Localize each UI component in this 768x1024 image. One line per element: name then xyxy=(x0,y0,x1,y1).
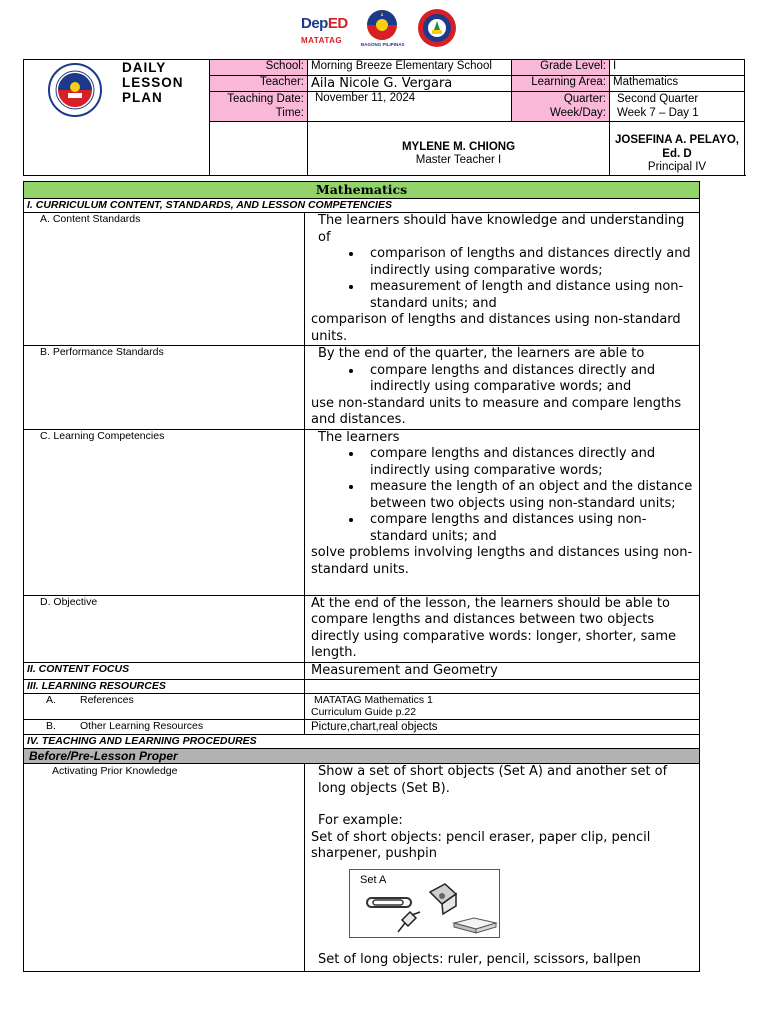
deped-logo-text: DepED xyxy=(301,15,348,32)
principal-signature xyxy=(610,122,745,176)
content-standards-intro: The learners should have knowledge and understanding of xyxy=(318,213,685,245)
blank-cell xyxy=(210,122,308,176)
competencies-label: C. Learning Competencies xyxy=(24,429,305,595)
bagong-pilipinas-caption: BAGONG PILIPINAS xyxy=(361,42,405,47)
performance-standards-intro: By the end of the quarter, the learners are able to xyxy=(318,346,645,361)
api-text: Show a set of short objects (Set A) and another set of long objects (Set B). xyxy=(318,764,668,796)
list-item: • comparison of lengths and distances directly and indirectly using comparative words; xyxy=(363,246,695,279)
weekday-value: Week 7 – Day 1 xyxy=(617,107,699,119)
section-learning-resources: III. LEARNING RESOURCES xyxy=(24,680,305,694)
competencies-intro: The learners xyxy=(318,429,400,445)
content-focus-value: Measurement and Geometry xyxy=(305,662,700,680)
lesson-plan-table xyxy=(23,181,700,972)
performance-standards-last: use non-standard units to measure and compare lengths and distances. xyxy=(311,395,682,427)
bagong-pilipinas-logo xyxy=(361,8,405,50)
checker-signature xyxy=(308,122,610,176)
other-resources-letter: B. xyxy=(46,720,56,732)
teacher-label: Teacher: xyxy=(210,76,308,92)
set-a-caption: Set A xyxy=(360,873,387,886)
principal-name: JOSEFINA A. PELAYO, Ed. D xyxy=(615,134,739,160)
references-text: References xyxy=(80,694,134,706)
school-label: School: xyxy=(210,60,308,76)
matatag-logo-text: MATATAG xyxy=(301,36,343,45)
other-resources-text: Other Learning Resources xyxy=(80,720,204,732)
time-label: Time: xyxy=(275,107,304,119)
references-letter: A. xyxy=(46,694,56,706)
content-standards-list xyxy=(311,246,695,312)
competencies-list xyxy=(311,446,695,545)
blank-cell xyxy=(305,680,700,694)
deped-matatag-logo xyxy=(297,8,351,50)
other-resources-value: Picture,chart,real objects xyxy=(305,720,700,735)
area-value: Mathematics xyxy=(610,76,745,92)
reference-line-2: Curriculum Guide p.22 xyxy=(311,706,417,718)
area-label: Learning Area: xyxy=(512,76,610,92)
school-value: Morning Breeze Elementary School xyxy=(308,60,512,76)
dlp-title: DAILY LESSON PLAN xyxy=(122,60,184,105)
deped-seal-cell xyxy=(24,60,210,176)
quarter-week-labels xyxy=(512,92,610,122)
list-item: • compare lengths and distances directly and indirectly using comparative words; and xyxy=(363,363,695,396)
list-item: • compare lengths and distances directly and indirectly using comparative words; xyxy=(363,446,695,479)
objective-label: D. Objective xyxy=(24,595,305,662)
references-label xyxy=(24,694,305,720)
performance-standards-label: B. Performance Standards xyxy=(24,346,305,430)
long-set-text: Set of long objects: ruler, pencil, scissors, ballpen xyxy=(318,951,641,967)
performance-standards-cell xyxy=(305,346,700,430)
competencies-cell xyxy=(305,429,700,595)
list-item: • compare lengths and distances using non-standard units; and xyxy=(363,512,695,545)
deped-seal-icon xyxy=(48,63,102,117)
checker-name: MYLENE M. CHIONG xyxy=(401,140,516,153)
list-item: • measure the length of an object and the distance between two objects using non-standard units; xyxy=(363,479,695,512)
example-label: For example: xyxy=(318,813,403,828)
activating-prior-knowledge-cell xyxy=(305,764,700,972)
quarter-value: Second Quarter xyxy=(617,93,699,105)
activating-prior-knowledge-label: Activating Prior Knowledge xyxy=(24,764,305,972)
grade-label: Grade Level: xyxy=(512,60,610,76)
section-procedures: IV. TEACHING AND LEARNING PROCEDURES xyxy=(24,735,700,749)
quarter-label: Quarter: xyxy=(563,93,606,105)
division-seal-icon xyxy=(417,8,457,50)
list-item: • measurement of length and distance using non-standard units; and xyxy=(363,279,695,312)
quarter-week-values xyxy=(610,92,745,122)
content-standards-cell xyxy=(305,213,700,346)
objective-text: At the end of the lesson, the learners should be able to compare lengths and distances between two objects directly using comparative words: longer, shorter, same length. xyxy=(305,595,700,662)
date-label: Teaching Date: xyxy=(227,93,304,105)
weekday-label: Week/Day: xyxy=(549,107,606,119)
set-a-objects-icon xyxy=(350,870,499,937)
content-standards-label: A. Content Standards xyxy=(24,213,305,346)
header-logos xyxy=(297,8,467,50)
teacher-value: Aila Nicole G. Vergara xyxy=(308,76,512,92)
content-standards-last: comparison of lengths and distances using non-standard units. xyxy=(311,312,681,344)
performance-standards-list xyxy=(311,363,695,396)
section-content-focus: II. CONTENT FOCUS xyxy=(24,662,305,680)
set-a-picture xyxy=(349,869,500,938)
checker-role: Master Teacher I xyxy=(415,154,502,167)
lesson-info-table xyxy=(23,59,745,176)
grade-value: I xyxy=(610,60,745,76)
competencies-last: solve problems involving lengths and distances using non-standard units. xyxy=(311,545,693,577)
date-time-labels xyxy=(210,92,308,122)
section-curriculum: I. CURRICULUM CONTENT, STANDARDS, AND LESSON COMPETENCIES xyxy=(24,199,700,213)
short-set-text: Set of short objects: pencil eraser, paper clip, pencil sharpener, pushpin xyxy=(311,829,651,861)
references-value xyxy=(305,694,700,720)
principal-role: Principal IV xyxy=(647,161,707,173)
date-value: November 11, 2024 xyxy=(308,92,512,122)
subject-header: Mathematics xyxy=(24,182,700,199)
before-lesson-header: Before/Pre-Lesson Proper xyxy=(24,749,700,764)
other-resources-label xyxy=(24,720,305,735)
reference-line-1: MATATAG Mathematics 1 xyxy=(314,694,433,706)
